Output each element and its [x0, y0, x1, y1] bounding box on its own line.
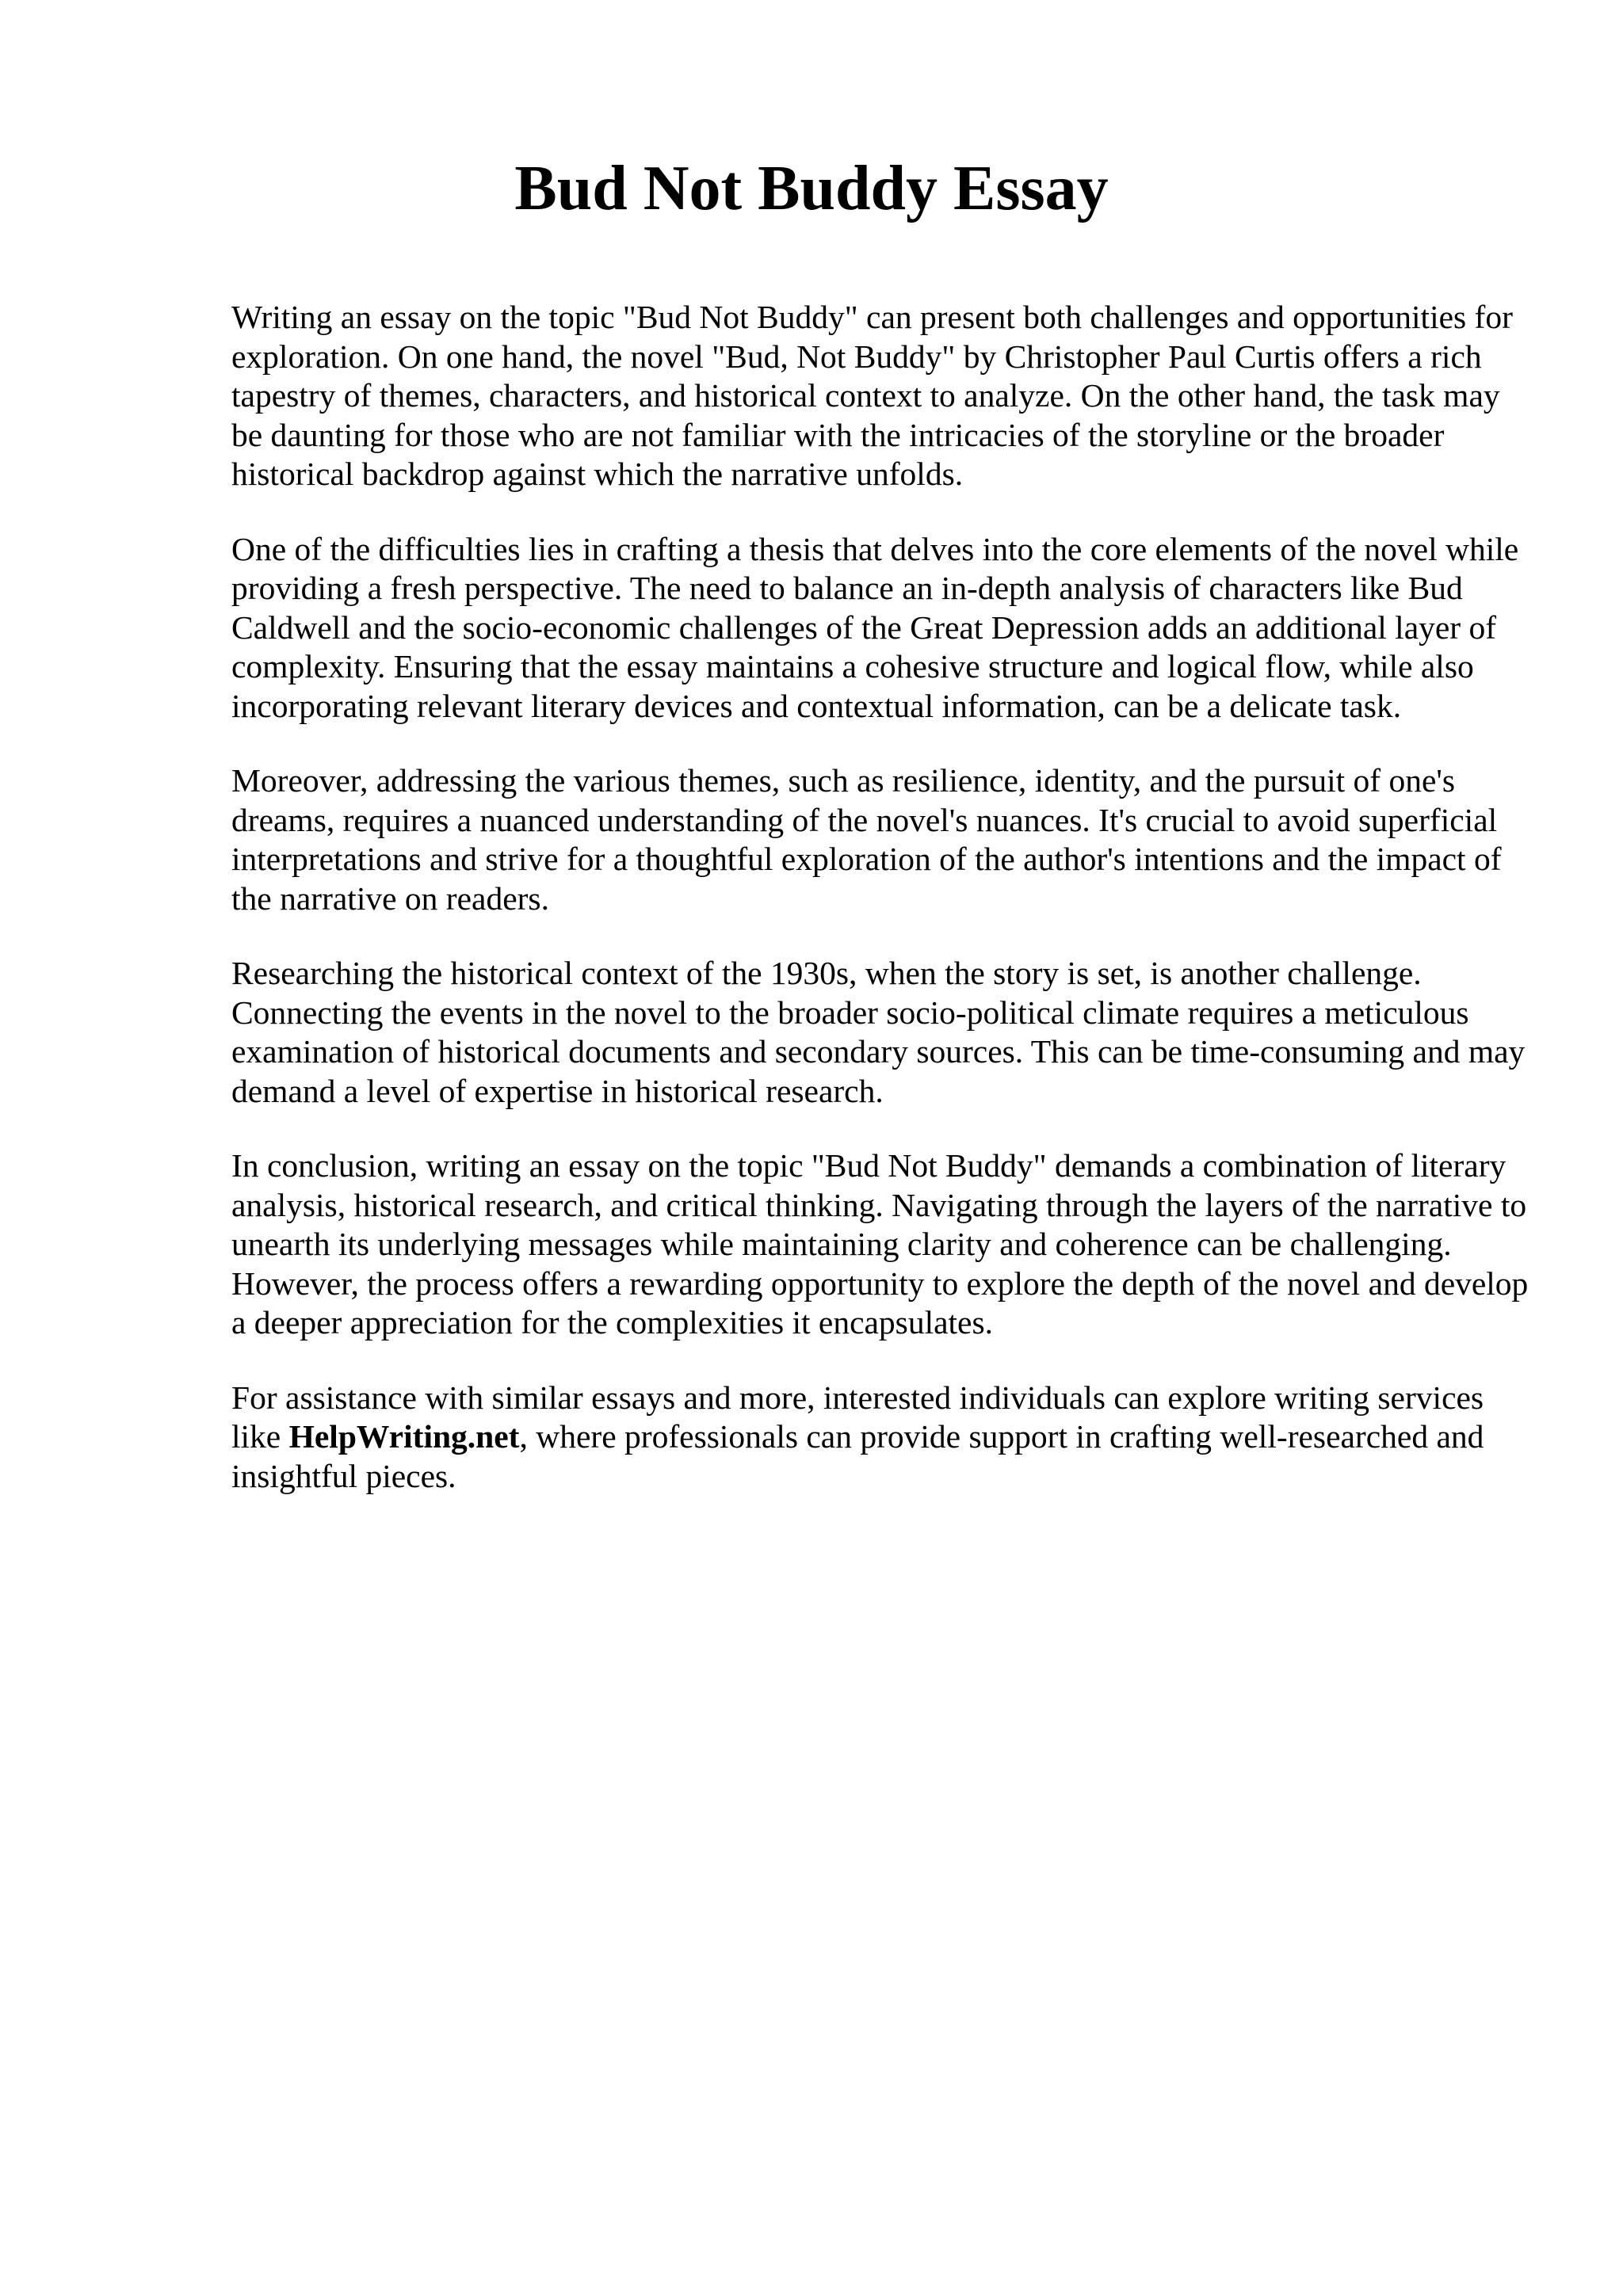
closing-paragraph [231, 1379, 1531, 1497]
paragraph-3: Moreover, addressing the various themes, such as resilience, identity, and the pursuit of one's dreams, requires a nuanced understanding of the novel's nuances. It's crucial to avoid superficial interpretations and strive for a thoughtful exploration of the author's intentions and the impact of the narrative on readers. [231, 762, 1502, 917]
paragraph-4: Researching the historical context of the 1930s, when the story is set, is another challenge. Connecting the events in the novel to the broader socio-political climate requires a meticulous examination of historical documents and secondary sources. This can be time-consuming and may demand a level of expertise in historical research. [231, 955, 1526, 1109]
helpwriting-link[interactable]: HelpWriting.net [288, 1418, 520, 1455]
paragraph-5: In conclusion, writing an essay on the topic "Bud Not Buddy" demands a combination of literary analysis, historical research, and critical thinking. Navigating through the layers of the narrative to unearth its underlying messages while maintaining clarity and coherence can be challenging. However, the process offers a rewarding opportunity to explore the depth of the novel and develop a deeper appreciation for the complexities it encapsulates. [231, 1147, 1529, 1341]
document-title: Bud Not Buddy Essay [514, 154, 1109, 223]
paragraph-2: One of the difficulties lies in crafting a thesis that delves into the core elements of the novel while providing a fresh perspective. The need to balance an in-depth analysis of characters like Bud Caldwell and the socio-economic challenges of the Great Depression adds an additional layer of complexity. Ensuring that the essay maintains a cohesive structure and logical flow, while also incorporating relevant literary devices and contextual information, can be a delicate task. [231, 530, 1519, 724]
closing-text-before: For assistance with similar essays and more, interested individuals can explore writing services like [231, 1379, 1484, 1455]
closing-text-after: , where professionals can provide support in crafting well-researched and insightful pieces. [231, 1418, 1484, 1494]
paragraph-1: Writing an essay on the topic "Bud Not Buddy" can present both challenges and opportunities for exploration. On one hand, the novel "Bud, Not Buddy" by Christopher Paul Curtis offers a rich tapestry of themes, characters, and historical context to analyze. On the other hand, the task may be daunting for those who are not familiar with the intricacies of the storyline or the broader historical backdrop against which the narrative unfolds. [231, 299, 1513, 492]
document-body [231, 298, 1531, 1531]
